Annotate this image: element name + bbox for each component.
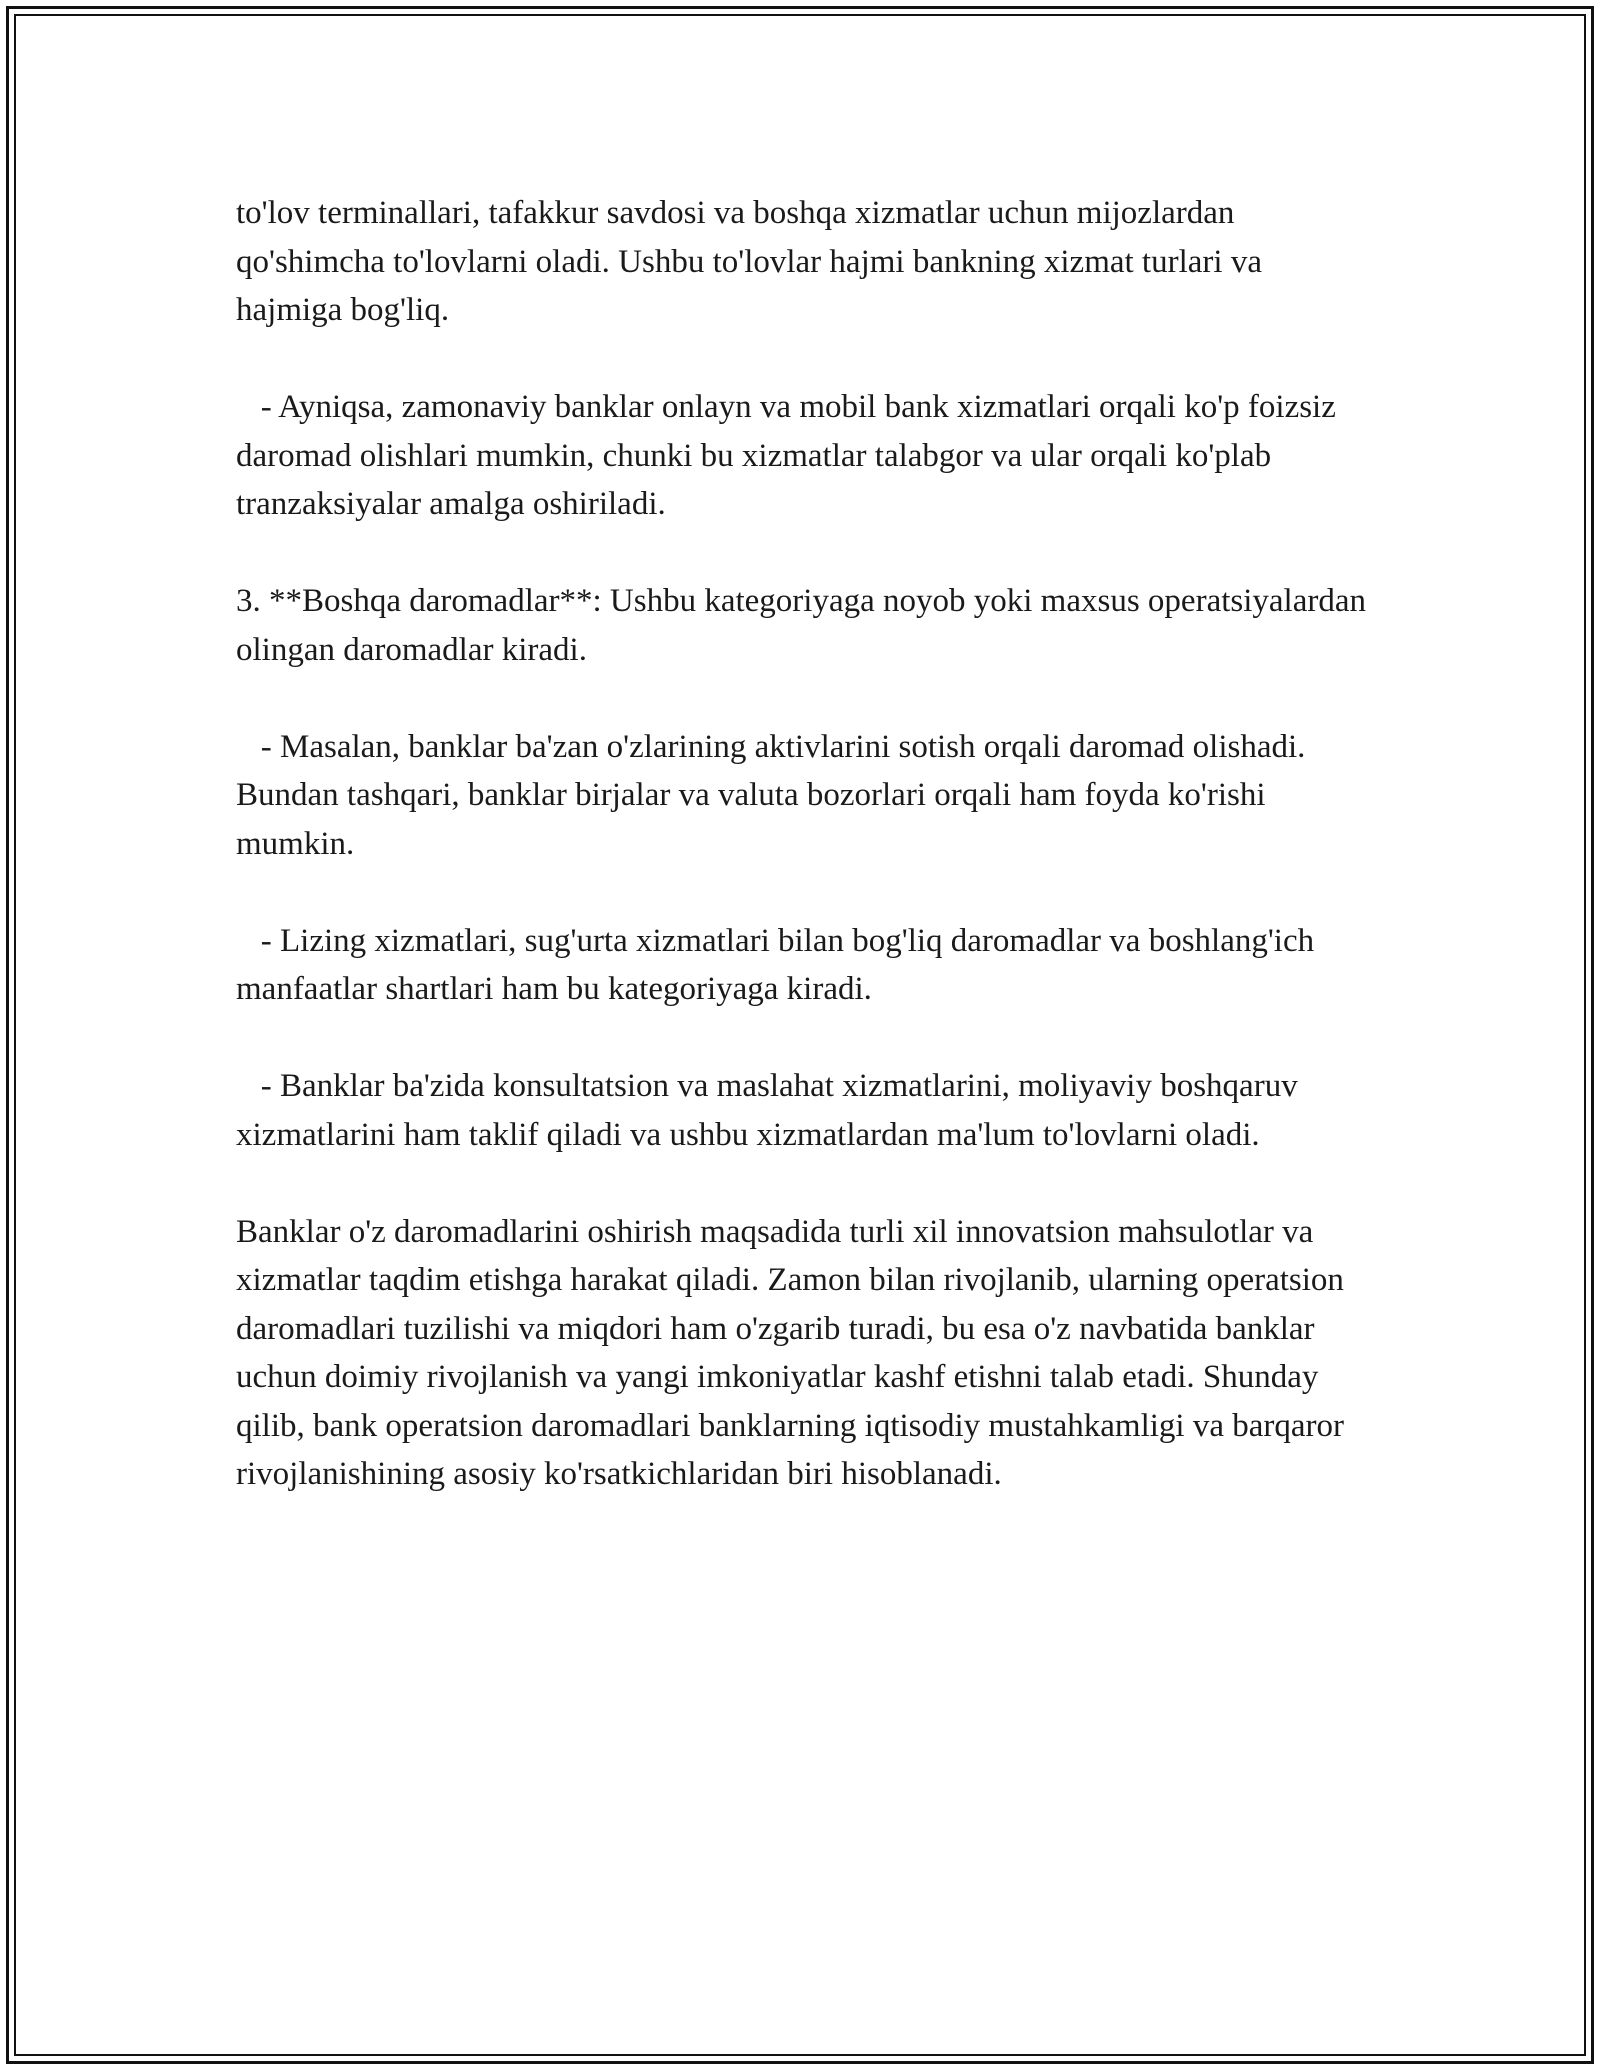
paragraph-conclusion: Banklar o'z daromadlarini oshirish maqsadida turli xil innovatsion mahsulotlar va xizmatlar taqdim etishga harakat qiladi. Zamon bilan rivojlanib, ularning operatsion daromadlari tuzilishi va miqdori ham o'zgarib turadi, bu esa o'z navbatida banklar uchun doimiy rivojlanish va yangi imkoniyatlar kashf etishni talab etadi. Shunday qilib, bank operatsion daromadlari banklarning iqtisodiy mustahkamligi va barqaror rivojlanishining asosiy ko'rsatkichlaridan biri hisoblanadi.: [236, 1213, 1353, 1492]
paragraph-leasing-insurance: - Lizing xizmatlari, sug'urta xizmatlari bilan bog'liq daromadlar va boshlang'ich manfaatlar shartlari ham bu kategoriyaga kiradi.: [236, 922, 1323, 1007]
paragraph-other-income-heading: 3. **Boshqa daromadlar**: Ushbu kategoriyaga noyob yoki maxsus operatsiyalardan olingan daromadlar kiradi.: [236, 583, 1375, 668]
paragraph-consulting-services: - Banklar ba'zida konsultatsion va maslahat xizmatlarini, moliyaviy boshqaruv xizmatlarini ham taklif qiladi va ushbu xizmatlardan ma'lum to'lovlarni oladi.: [236, 1068, 1306, 1153]
paragraph-online-mobile-banking: - Ayniqsa, zamonaviy banklar onlayn va mobil bank xizmatlari orqali ko'p foizsiz daromad olishlari mumkin, chunki bu xizmatlar talabgor va ular orqali ko'plab tranzaksiyalar amalga oshiriladi.: [236, 389, 1345, 522]
paragraph-fee-income-continued: to'lov terminallari, tafakkur savdosi va boshqa xizmatlar uchun mijozlardan qo'shimcha to'lovlarni oladi. Ushbu to'lovlar hajmi bankning xizmat turlari va hajmiga bog'liq.: [236, 195, 1271, 328]
document-body: [236, 189, 1375, 1499]
paragraph-asset-sales: - Masalan, banklar ba'zan o'zlarining aktivlarini sotish orqali daromad olishadi. Bundan tashqari, banklar birjalar va valuta bozorlari orqali ham foyda ko'rishi mumkin.: [236, 728, 1314, 862]
